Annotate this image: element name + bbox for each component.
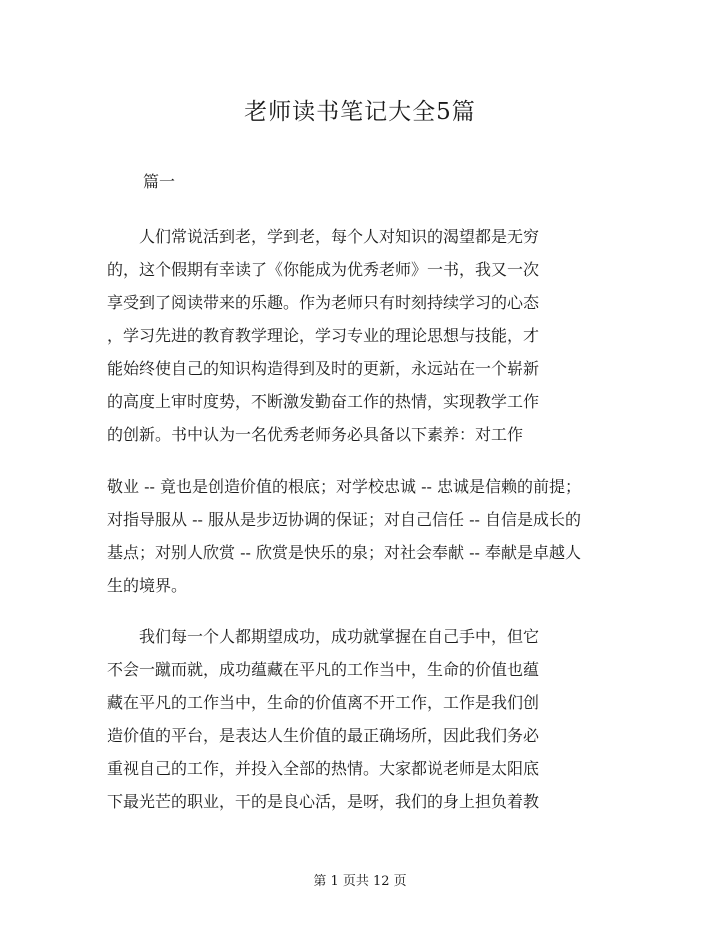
paragraph-line: 生的境界。 — [107, 576, 188, 595]
paragraph-line: 下最光芒的职业，干的是良心活，是呀，我们的身上担负着教 — [107, 792, 540, 811]
paragraph-line: 人们常说活到老，学到老，每个人对知识的渴望都是无穷 — [107, 227, 540, 246]
paragraph-line: 的创新。书中认为一名优秀老师务必具备以下素养：对工作 — [107, 425, 524, 444]
paragraph-line: 造价值的平台，是表达人生价值的最正确场所，因此我们务必 — [107, 726, 540, 745]
paragraph-line: 我们每一个人都期望成功，成功就掌握在自己手中，但它 — [107, 627, 540, 646]
paragraph-line: 藏在平凡的工作当中，生命的价值离不开工作，工作是我们创 — [107, 693, 540, 712]
paragraph-line: 敬业 -- 竟也是创造价值的根底；对学校忠诚 -- 忠诚是信赖的前提； — [107, 477, 581, 496]
paragraph-line: 基点；对别人欣赏 -- 欣赏是快乐的泉；对社会奉献 -- 奉献是卓越人 — [107, 543, 581, 562]
paragraph-line: ，学习先进的教育教学理论，学习专业的理论思想与技能，才 — [107, 326, 540, 345]
paragraph-3 — [107, 620, 539, 818]
page-footer: 第 1 页共 12 页 — [313, 874, 407, 889]
paragraph-1 — [107, 220, 539, 451]
paragraph-line: 的高度上审时度势，不断激发勤奋工作的热情，实现教学工作 — [107, 392, 540, 411]
paragraph-line: 重视自己的工作，并投入全部的热情。大家都说老师是太阳底 — [107, 759, 540, 778]
paragraph-line: 不会一蹴而就，成功蕴藏在平凡的工作当中，生命的价值也蕴 — [107, 660, 540, 679]
paragraph-line: 的，这个假期有幸读了《你能成为优秀老师》一书，我又一次 — [107, 260, 540, 279]
paragraph-line: 享受到了阅读带来的乐趣。作为老师只有时刻持续学习的心态 — [107, 293, 540, 312]
paragraph-line: 能始终使自己的知识构造得到及时的更新，永远站在一个崭新 — [107, 359, 540, 378]
section-heading: 篇一 — [143, 172, 176, 191]
paragraph-2 — [107, 470, 581, 602]
paragraph-line: 对指导服从 -- 服从是步迈协调的保证；对自己信任 -- 自信是成长的 — [107, 510, 581, 529]
document-title: 老师读书笔记大全5篇 — [244, 99, 476, 125]
